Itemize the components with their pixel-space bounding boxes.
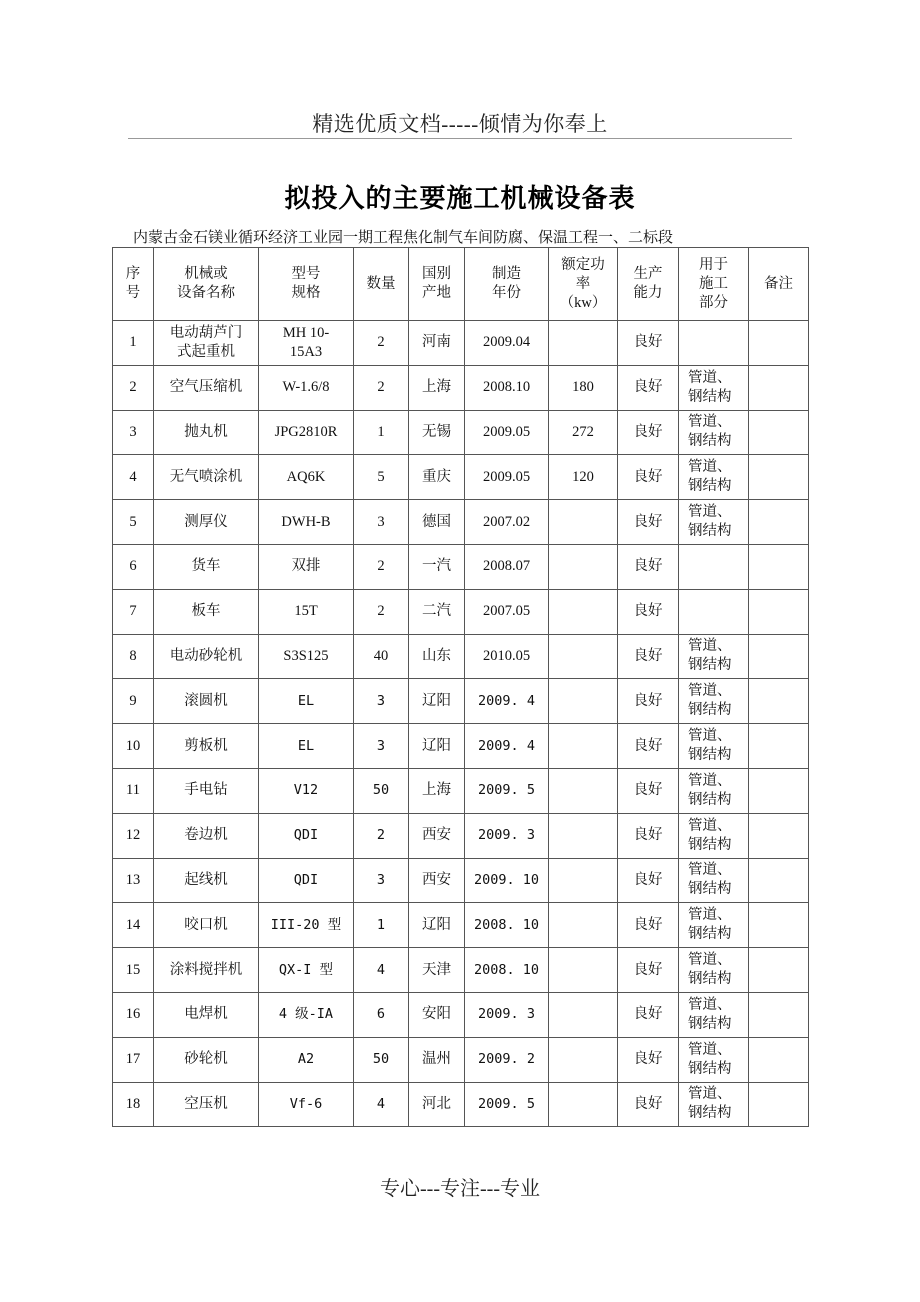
cell-model: V12	[259, 768, 354, 813]
cell-origin: 河北	[409, 1082, 465, 1127]
cell-seq: 9	[113, 679, 154, 724]
cell-year: 2009. 5	[465, 768, 549, 813]
cell-model: QDI	[259, 813, 354, 858]
cell-name: 滚圆机	[154, 679, 259, 724]
cell-quantity: 4	[354, 1082, 409, 1127]
table-row	[113, 992, 809, 1037]
cell-model: Vf-6	[259, 1082, 354, 1127]
cell-seq: 12	[113, 813, 154, 858]
table-row	[113, 679, 809, 724]
cell-model: 双排	[259, 544, 354, 589]
cell-year: 2010.05	[465, 634, 549, 679]
cell-capacity: 良好	[618, 724, 679, 769]
cell-year: 2009. 10	[465, 858, 549, 903]
column-header-usage: 用于 施工 部分	[679, 248, 749, 321]
cell-usage	[679, 321, 749, 366]
cell-year: 2009. 4	[465, 724, 549, 769]
cell-power	[549, 948, 618, 993]
cell-quantity: 3	[354, 724, 409, 769]
cell-origin: 温州	[409, 1037, 465, 1082]
cell-year: 2008.10	[465, 365, 549, 410]
cell-capacity: 良好	[618, 768, 679, 813]
cell-remarks	[749, 321, 809, 366]
cell-origin: 上海	[409, 768, 465, 813]
table-row	[113, 544, 809, 589]
cell-power	[549, 634, 618, 679]
cell-capacity: 良好	[618, 589, 679, 634]
cell-capacity: 良好	[618, 948, 679, 993]
cell-remarks	[749, 455, 809, 500]
cell-remarks	[749, 589, 809, 634]
cell-origin: 天津	[409, 948, 465, 993]
cell-power	[549, 1037, 618, 1082]
cell-remarks	[749, 903, 809, 948]
cell-quantity: 2	[354, 544, 409, 589]
cell-seq: 7	[113, 589, 154, 634]
cell-seq: 4	[113, 455, 154, 500]
cell-origin: 辽阳	[409, 679, 465, 724]
cell-power	[549, 992, 618, 1037]
table-row	[113, 321, 809, 366]
cell-seq: 18	[113, 1082, 154, 1127]
cell-seq: 10	[113, 724, 154, 769]
cell-model: AQ6K	[259, 455, 354, 500]
table-row	[113, 500, 809, 545]
column-header-capacity: 生产 能力	[618, 248, 679, 321]
cell-name: 电动葫芦门 式起重机	[154, 321, 259, 366]
cell-seq: 11	[113, 768, 154, 813]
cell-usage: 管道、 钢结构	[679, 455, 749, 500]
cell-model: A2	[259, 1037, 354, 1082]
table-row	[113, 410, 809, 455]
cell-remarks	[749, 500, 809, 545]
cell-origin: 西安	[409, 858, 465, 903]
cell-name: 空气压缩机	[154, 365, 259, 410]
cell-seq: 6	[113, 544, 154, 589]
cell-seq: 2	[113, 365, 154, 410]
cell-year: 2009. 3	[465, 992, 549, 1037]
cell-quantity: 50	[354, 1037, 409, 1082]
cell-power	[549, 724, 618, 769]
cell-year: 2008.07	[465, 544, 549, 589]
cell-usage: 管道、 钢结构	[679, 724, 749, 769]
cell-remarks	[749, 365, 809, 410]
cell-seq: 8	[113, 634, 154, 679]
table-row	[113, 634, 809, 679]
cell-quantity: 1	[354, 410, 409, 455]
column-header-power: 额定功 率 （kw）	[549, 248, 618, 321]
header-divider	[128, 138, 792, 139]
cell-year: 2007.05	[465, 589, 549, 634]
cell-name: 测厚仪	[154, 500, 259, 545]
cell-model: EL	[259, 679, 354, 724]
cell-quantity: 4	[354, 948, 409, 993]
cell-capacity: 良好	[618, 455, 679, 500]
cell-remarks	[749, 1037, 809, 1082]
cell-name: 板车	[154, 589, 259, 634]
cell-remarks	[749, 724, 809, 769]
cell-usage: 管道、 钢结构	[679, 1037, 749, 1082]
cell-power	[549, 813, 618, 858]
cell-model: 15T	[259, 589, 354, 634]
cell-power: 120	[549, 455, 618, 500]
cell-quantity: 5	[354, 455, 409, 500]
page-header: 精选优质文档-----倾情为你奉上	[312, 112, 608, 136]
cell-capacity: 良好	[618, 679, 679, 724]
cell-year: 2009. 5	[465, 1082, 549, 1127]
cell-usage: 管道、 钢结构	[679, 813, 749, 858]
cell-usage: 管道、 钢结构	[679, 858, 749, 903]
cell-remarks	[749, 992, 809, 1037]
cell-power	[549, 679, 618, 724]
table-row	[113, 1037, 809, 1082]
cell-name: 砂轮机	[154, 1037, 259, 1082]
cell-origin: 安阳	[409, 992, 465, 1037]
document-title: 拟投入的主要施工机械设备表	[284, 184, 636, 214]
cell-seq: 15	[113, 948, 154, 993]
cell-usage: 管道、 钢结构	[679, 500, 749, 545]
cell-quantity: 50	[354, 768, 409, 813]
column-header-quantity: 数量	[354, 248, 409, 321]
cell-capacity: 良好	[618, 858, 679, 903]
cell-model: DWH-B	[259, 500, 354, 545]
table-body	[113, 321, 809, 1127]
column-header-model: 型号 规格	[259, 248, 354, 321]
cell-capacity: 良好	[618, 410, 679, 455]
cell-seq: 1	[113, 321, 154, 366]
cell-origin: 辽阳	[409, 724, 465, 769]
cell-origin: 重庆	[409, 455, 465, 500]
cell-model: S3S125	[259, 634, 354, 679]
cell-capacity: 良好	[618, 634, 679, 679]
cell-power	[549, 321, 618, 366]
cell-quantity: 2	[354, 365, 409, 410]
cell-year: 2009.05	[465, 455, 549, 500]
cell-name: 电动砂轮机	[154, 634, 259, 679]
cell-quantity: 2	[354, 813, 409, 858]
cell-year: 2008. 10	[465, 903, 549, 948]
cell-remarks	[749, 679, 809, 724]
cell-remarks	[749, 813, 809, 858]
cell-seq: 3	[113, 410, 154, 455]
cell-power	[549, 768, 618, 813]
cell-power	[549, 858, 618, 903]
cell-capacity: 良好	[618, 903, 679, 948]
cell-model: QDI	[259, 858, 354, 903]
cell-year: 2009. 2	[465, 1037, 549, 1082]
cell-usage: 管道、 钢结构	[679, 410, 749, 455]
cell-seq: 17	[113, 1037, 154, 1082]
cell-quantity: 3	[354, 679, 409, 724]
cell-usage: 管道、 钢结构	[679, 768, 749, 813]
cell-year: 2009. 3	[465, 813, 549, 858]
cell-remarks	[749, 634, 809, 679]
table-header-row	[113, 248, 809, 321]
cell-seq: 13	[113, 858, 154, 903]
cell-power: 272	[549, 410, 618, 455]
cell-capacity: 良好	[618, 544, 679, 589]
column-header-remarks: 备注	[749, 248, 809, 321]
cell-quantity: 1	[354, 903, 409, 948]
cell-capacity: 良好	[618, 992, 679, 1037]
cell-usage: 管道、 钢结构	[679, 634, 749, 679]
cell-usage: 管道、 钢结构	[679, 903, 749, 948]
cell-power	[549, 544, 618, 589]
cell-model: EL	[259, 724, 354, 769]
cell-year: 2009.05	[465, 410, 549, 455]
cell-usage: 管道、 钢结构	[679, 365, 749, 410]
cell-power	[549, 589, 618, 634]
cell-model: W-1.6/8	[259, 365, 354, 410]
cell-power: 180	[549, 365, 618, 410]
cell-usage: 管道、 钢结构	[679, 992, 749, 1037]
cell-name: 无气喷涂机	[154, 455, 259, 500]
cell-year: 2008. 10	[465, 948, 549, 993]
cell-origin: 无锡	[409, 410, 465, 455]
cell-capacity: 良好	[618, 1037, 679, 1082]
cell-capacity: 良好	[618, 365, 679, 410]
cell-remarks	[749, 1082, 809, 1127]
cell-origin: 一汽	[409, 544, 465, 589]
cell-name: 电焊机	[154, 992, 259, 1037]
cell-power	[549, 500, 618, 545]
table-row	[113, 365, 809, 410]
cell-usage: 管道、 钢结构	[679, 679, 749, 724]
column-header-year: 制造 年份	[465, 248, 549, 321]
cell-name: 抛丸机	[154, 410, 259, 455]
cell-usage	[679, 544, 749, 589]
cell-model: 4 级-IA	[259, 992, 354, 1037]
cell-name: 咬口机	[154, 903, 259, 948]
cell-capacity: 良好	[618, 1082, 679, 1127]
cell-model: JPG2810R	[259, 410, 354, 455]
cell-capacity: 良好	[618, 813, 679, 858]
page-footer: 专心---专注---专业	[380, 1178, 540, 1200]
cell-remarks	[749, 410, 809, 455]
cell-origin: 上海	[409, 365, 465, 410]
cell-remarks	[749, 858, 809, 903]
cell-power	[549, 1082, 618, 1127]
cell-origin: 二汽	[409, 589, 465, 634]
cell-seq: 14	[113, 903, 154, 948]
cell-name: 起线机	[154, 858, 259, 903]
column-header-origin: 国别 产地	[409, 248, 465, 321]
cell-model: MH 10- 15A3	[259, 321, 354, 366]
column-header-seq: 序 号	[113, 248, 154, 321]
cell-name: 空压机	[154, 1082, 259, 1127]
table-row	[113, 455, 809, 500]
cell-quantity: 3	[354, 858, 409, 903]
cell-power	[549, 903, 618, 948]
cell-quantity: 2	[354, 589, 409, 634]
cell-seq: 16	[113, 992, 154, 1037]
cell-origin: 西安	[409, 813, 465, 858]
cell-usage: 管道、 钢结构	[679, 948, 749, 993]
cell-year: 2009. 4	[465, 679, 549, 724]
cell-origin: 山东	[409, 634, 465, 679]
cell-origin: 辽阳	[409, 903, 465, 948]
column-header-name: 机械或 设备名称	[154, 248, 259, 321]
cell-model: QX-I 型	[259, 948, 354, 993]
cell-remarks	[749, 948, 809, 993]
table-row	[113, 589, 809, 634]
cell-capacity: 良好	[618, 321, 679, 366]
cell-name: 卷边机	[154, 813, 259, 858]
cell-model: III-20 型	[259, 903, 354, 948]
cell-quantity: 2	[354, 321, 409, 366]
table-row	[113, 768, 809, 813]
cell-capacity: 良好	[618, 500, 679, 545]
cell-origin: 河南	[409, 321, 465, 366]
table-row	[113, 1082, 809, 1127]
table-row	[113, 858, 809, 903]
cell-remarks	[749, 544, 809, 589]
cell-usage	[679, 589, 749, 634]
cell-name: 手电钻	[154, 768, 259, 813]
project-subtitle: 内蒙古金石镁业循环经济工业园一期工程焦化制气车间防腐、保温工程一、二标段	[133, 230, 674, 246]
cell-usage: 管道、 钢结构	[679, 1082, 749, 1127]
cell-year: 2009.04	[465, 321, 549, 366]
cell-year: 2007.02	[465, 500, 549, 545]
cell-quantity: 6	[354, 992, 409, 1037]
table-row	[113, 903, 809, 948]
cell-quantity: 40	[354, 634, 409, 679]
table-row	[113, 724, 809, 769]
cell-quantity: 3	[354, 500, 409, 545]
cell-origin: 德国	[409, 500, 465, 545]
cell-remarks	[749, 768, 809, 813]
cell-name: 剪板机	[154, 724, 259, 769]
cell-name: 涂料搅拌机	[154, 948, 259, 993]
cell-name: 货车	[154, 544, 259, 589]
table-row	[113, 948, 809, 993]
table-row	[113, 813, 809, 858]
equipment-table	[112, 247, 809, 1127]
cell-seq: 5	[113, 500, 154, 545]
